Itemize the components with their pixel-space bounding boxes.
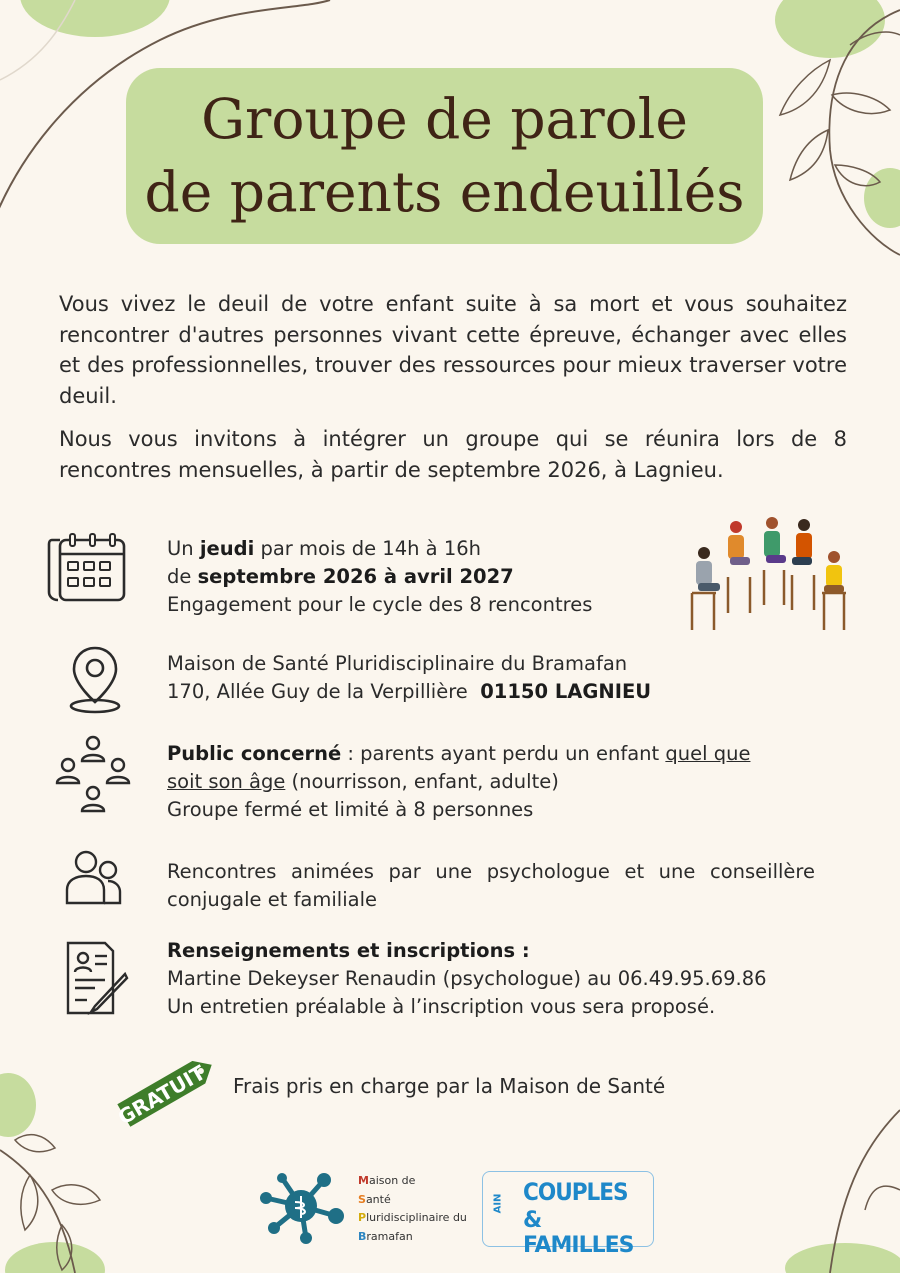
free-text: Frais pris en charge par la Maison de Santé: [233, 1074, 666, 1098]
document-sign-icon: [65, 940, 129, 1016]
intro-paragraph-2: Nous vous invitons à intégrer un groupe qui se réunira lors de 8 rencontres mensuelles, à partir de septembre 2026, à Lagnieu.: [59, 427, 847, 482]
schedule-block: Un jeudi par mois de 14h à 16h de septembre 2026 à avril 2027 Engagement pour le cycle des 8 rencontres: [167, 537, 593, 616]
cf-line-2: & FAMILLES: [523, 1208, 634, 1258]
cf-line-1: COUPLES: [523, 1178, 628, 1206]
msp-logo-icon: [252, 1166, 350, 1248]
group-discussion-illustration: [684, 515, 854, 633]
two-people-icon: [64, 848, 124, 906]
title-line-1: Groupe de parole: [201, 87, 688, 151]
intro-paragraph-1: Vous vivez le deuil de votre enfant suite à sa mort et vous souhaitez rencontrer d'autres personnes vivant cette épreuve, échanger avec elles et des professionnelles, trouver des ressources pour mieux traverser votre deuil.: [59, 292, 847, 408]
title-banner: [126, 68, 763, 244]
cf-side-label: AIN: [492, 1193, 504, 1214]
location-block: Maison de Santé Pluridisciplinaire du Bramafan 170, Allée Guy de la Verpillière 01150 LAGNIEU: [167, 652, 652, 703]
title-line-2: de parents endeuillés: [144, 160, 745, 224]
location-pin-icon: [67, 644, 123, 714]
animators-text: Rencontres animées par une psychologue et une conseillère conjugale et familiale: [167, 860, 815, 911]
public-block: Public concerné : parents ayant perdu un enfant quel que soit son âge (nourrisson, enfant, adulte) Groupe fermé et limité à 8 personnes: [167, 742, 751, 821]
free-badge: [112, 1044, 224, 1136]
calendar-icon: [46, 532, 128, 604]
free-badge-label: GRATUIT: [113, 1060, 210, 1130]
contact-block: Renseignements et inscriptions : Martine Dekeyser Renaudin (psychologue) au 06.49.95.69.86 Un entretien préalable à l’inscription vous sera proposé.: [167, 939, 767, 1018]
people-network-icon: [52, 735, 134, 817]
msp-logo-text: Maison de Santé Pluridisciplinaire du Bramafan: [358, 1174, 467, 1243]
couples-familles-logo: [482, 1171, 654, 1258]
